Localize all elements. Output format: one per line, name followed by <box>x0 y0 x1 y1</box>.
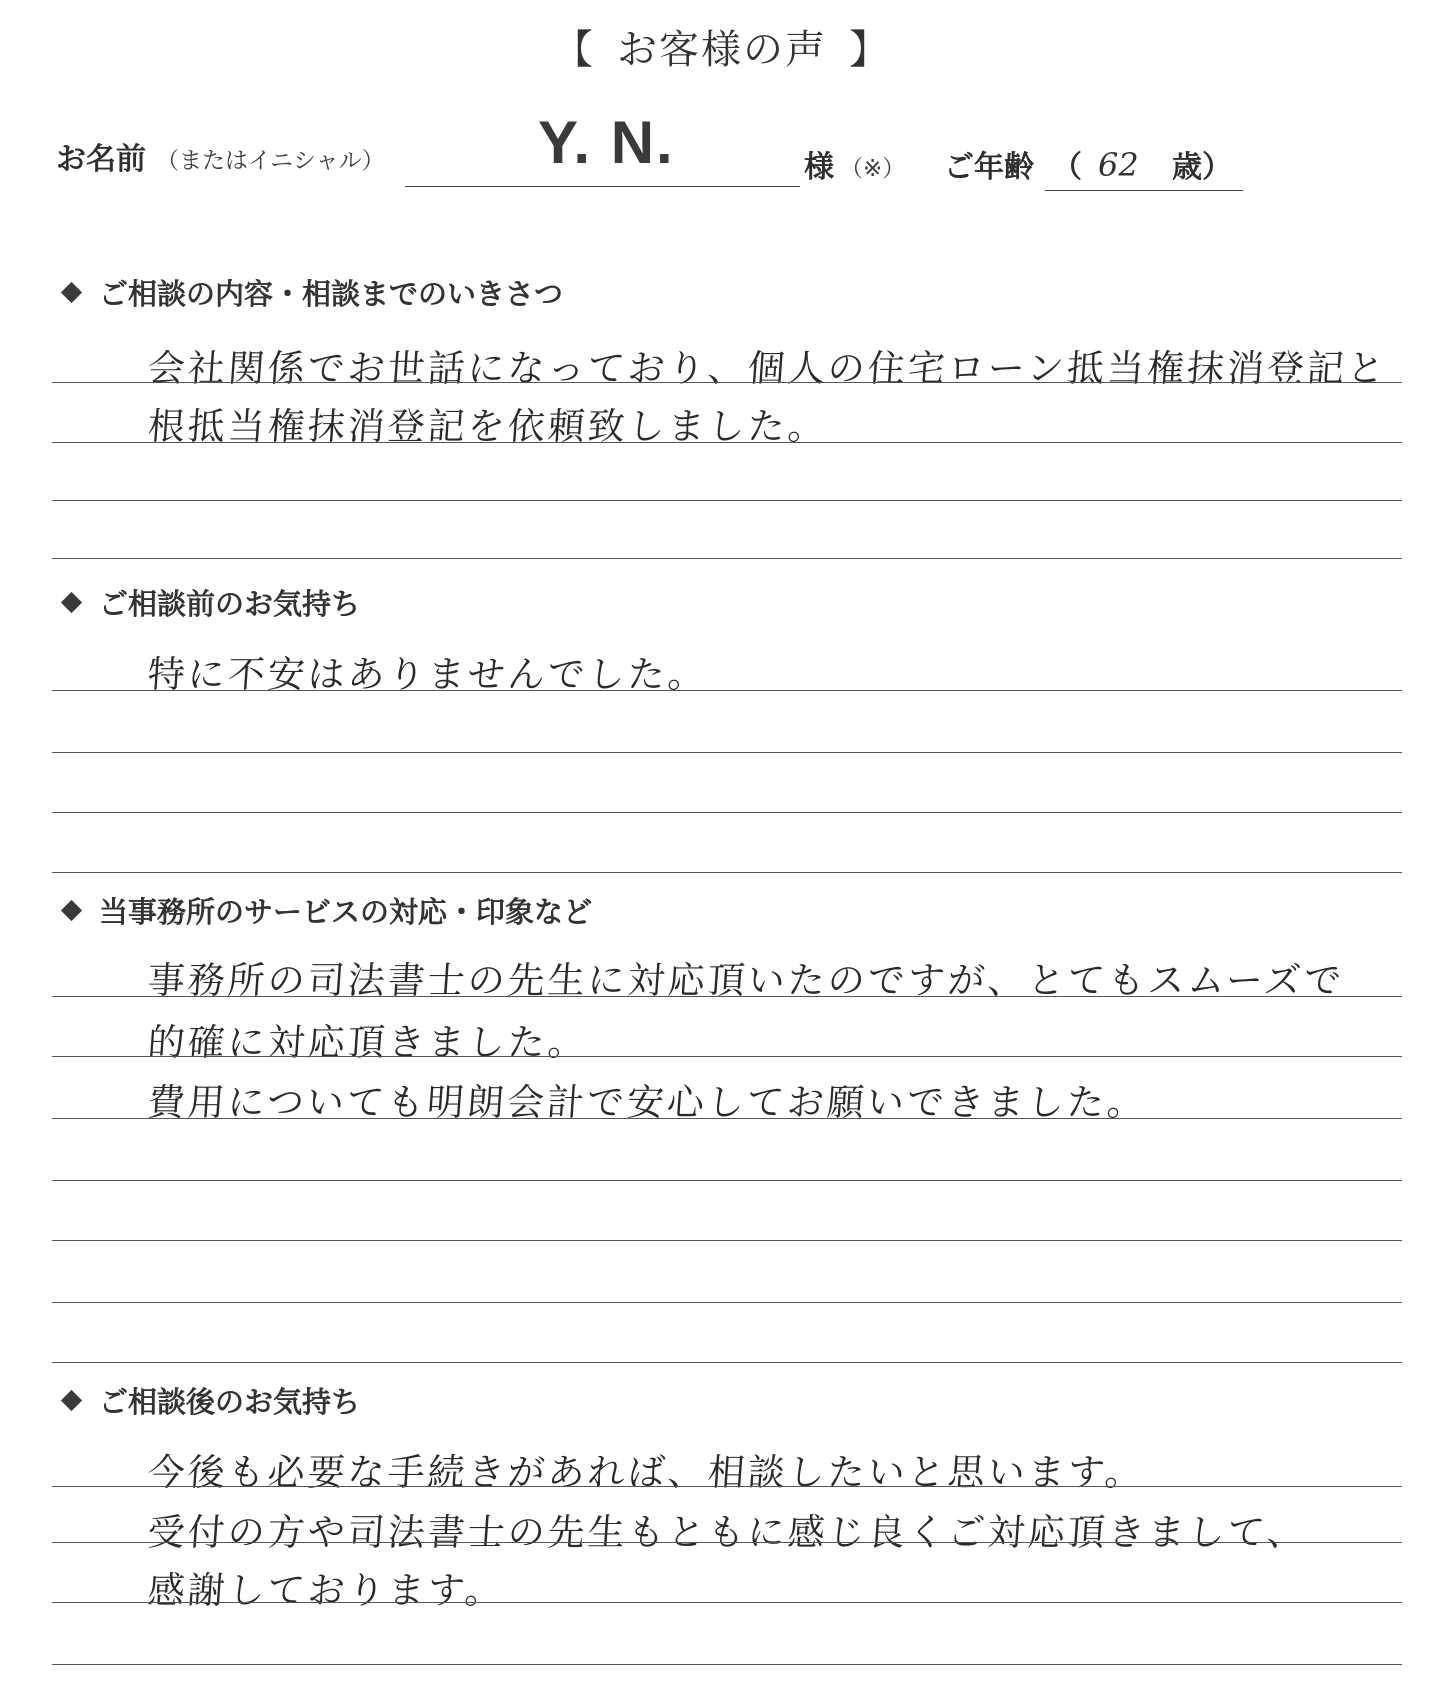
ruled-line <box>52 1302 1402 1303</box>
section-heading <box>58 272 563 313</box>
name-label-note: （またはイニシャル） <box>156 148 385 174</box>
honorific-label: 様 <box>804 150 834 185</box>
ruled-line <box>52 1180 1402 1181</box>
title-text: お客様の声 <box>617 27 827 73</box>
title-bracket-open: 【 <box>553 27 595 73</box>
handwritten-line: 感謝しております。 <box>146 1569 507 1612</box>
age-open-paren: （ <box>1052 150 1082 185</box>
ruled-line <box>52 500 1402 501</box>
name-label: お名前 <box>56 142 146 177</box>
ruled-line <box>52 1056 1402 1057</box>
ruled-line <box>52 1602 1402 1603</box>
ruled-line <box>52 872 1402 873</box>
handwritten-line: 事務所の司法書士の先生に対応頂いたのですが、とてもスムーズで <box>146 959 1346 1002</box>
diamond-bullet-icon <box>61 900 82 921</box>
ruled-line <box>52 812 1402 813</box>
name-underline <box>405 186 800 187</box>
section-heading <box>58 890 592 931</box>
handwritten-line: 根抵当権抹消登記を依頼致しました。 <box>146 405 830 448</box>
name-value: Y. N. <box>538 109 675 176</box>
handwritten-line: 的確に対応頂きました。 <box>146 1021 590 1064</box>
age-label: ご年齢 <box>944 150 1034 185</box>
ruled-line <box>52 1664 1402 1665</box>
ruled-line <box>52 1118 1402 1119</box>
ruled-line <box>52 558 1402 559</box>
name-age-row <box>0 110 1444 200</box>
diamond-bullet-icon <box>61 1390 82 1411</box>
age-value: 62 <box>1098 146 1139 184</box>
section-heading-text: ご相談前のお気持ち <box>99 587 361 621</box>
title-bracket-close: 】 <box>849 27 891 73</box>
handwritten-line: 会社関係でお世話になっており、個人の住宅ローン抵当権抹消登記と <box>146 347 1389 390</box>
section-consultation-content <box>0 272 1444 572</box>
handwritten-line: 特に不安はありませんでした。 <box>146 653 710 696</box>
section-heading-text: ご相談の内容・相談までのいきさつ <box>99 277 564 311</box>
honorific-note: （※） <box>840 156 906 182</box>
ruled-line <box>52 690 1402 691</box>
diamond-bullet-icon <box>61 282 82 303</box>
section-service-impression <box>0 890 1444 1370</box>
section-heading-text: ご相談後のお気持ち <box>99 1385 361 1419</box>
ruled-line <box>52 382 1402 383</box>
handwritten-line: 今後も必要な手続きがあれば、相談したいと思います。 <box>146 1451 1147 1494</box>
ruled-line <box>52 996 1402 997</box>
age-underline <box>1045 190 1243 191</box>
section-heading-text: 当事務所のサービスの対応・印象など <box>99 895 593 929</box>
section-heading <box>58 582 360 623</box>
diamond-bullet-icon <box>61 592 82 613</box>
ruled-line <box>52 1542 1402 1543</box>
section-heading <box>58 1380 360 1421</box>
ruled-line <box>52 1362 1402 1363</box>
page-title <box>0 18 1444 75</box>
section-feelings-after <box>0 1380 1444 1680</box>
handwritten-line: 受付の方や司法書士の先生もともに感じ良くご対応頂きまして、 <box>146 1511 1309 1554</box>
ruled-line <box>52 442 1402 443</box>
ruled-line <box>52 1486 1402 1487</box>
ruled-line <box>52 752 1402 753</box>
ruled-line <box>52 1240 1402 1241</box>
handwritten-line: 費用についても明朗会計で安心してお願いできました。 <box>146 1081 1149 1124</box>
age-unit: 歳） <box>1172 150 1232 185</box>
section-feelings-before <box>0 582 1444 882</box>
